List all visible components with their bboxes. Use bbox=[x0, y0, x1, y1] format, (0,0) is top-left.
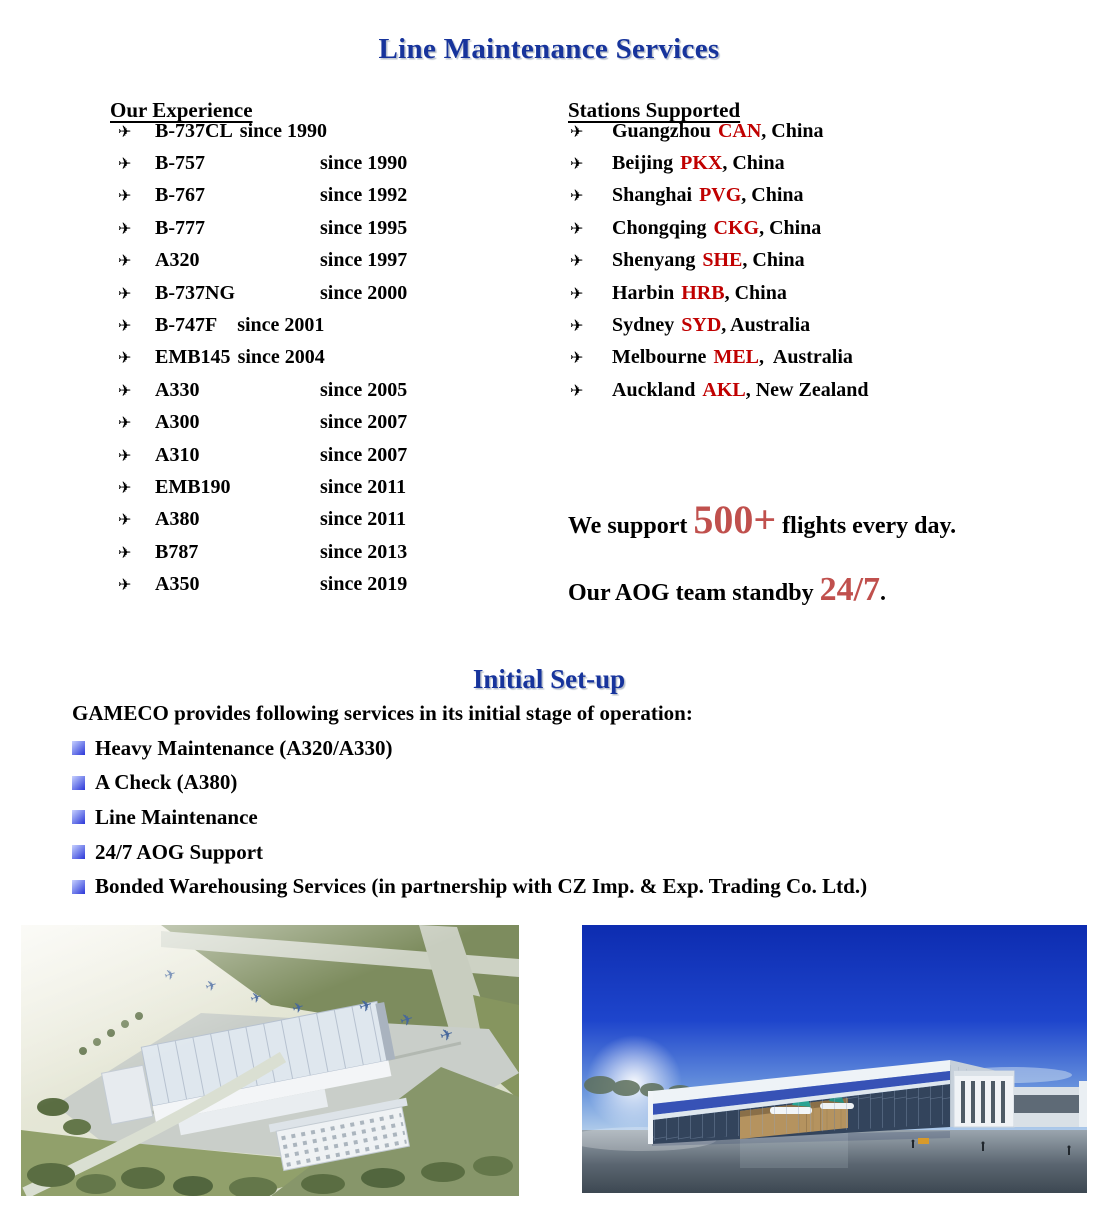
since-year: since 2011 bbox=[320, 508, 407, 531]
aircraft-type: A380 bbox=[155, 508, 200, 531]
station-row bbox=[560, 309, 1090, 341]
since-year: since 2000 bbox=[320, 281, 408, 304]
station-code: AKL bbox=[702, 378, 746, 401]
since-year: since 1995 bbox=[320, 216, 408, 239]
since-year: since 2011 bbox=[320, 475, 407, 498]
experience-row bbox=[110, 115, 560, 147]
airplane-icon: ✈ bbox=[118, 575, 132, 595]
experience-heading: Our Experience bbox=[110, 98, 253, 123]
station-row bbox=[560, 147, 1090, 179]
airplane-icon: ✈ bbox=[570, 283, 584, 303]
station-city: Beijing bbox=[612, 152, 674, 175]
aog-statement bbox=[568, 568, 886, 615]
initial-setup-intro: GAMECO provides following services in its initial stage of operation: bbox=[72, 701, 693, 725]
aog-availability: 24/7 bbox=[819, 571, 881, 608]
station-code: CAN bbox=[717, 119, 762, 142]
experience-row bbox=[110, 407, 560, 439]
square-bullet-icon bbox=[72, 776, 85, 790]
support-prefix: We support bbox=[568, 513, 694, 539]
aerial-campus-photo bbox=[21, 925, 519, 1196]
service-label: Heavy Maintenance (A320/A330) bbox=[95, 735, 393, 760]
aircraft-type: A320 bbox=[155, 249, 200, 272]
airplane-icon: ✈ bbox=[118, 348, 132, 368]
aircraft-type: A330 bbox=[155, 378, 200, 401]
airplane-icon: ✈ bbox=[570, 186, 584, 206]
airplane-icon: ✈ bbox=[570, 121, 584, 141]
hangar-photo bbox=[582, 925, 1087, 1193]
station-country: , China bbox=[761, 119, 824, 142]
aircraft-type: B-777 bbox=[155, 216, 205, 239]
since-year: since 2019 bbox=[320, 573, 408, 596]
airplane-icon: ✈ bbox=[118, 154, 132, 174]
square-bullet-icon bbox=[72, 810, 85, 824]
since-year: since 2004 bbox=[237, 346, 325, 369]
list-item bbox=[72, 766, 867, 801]
airplane-icon: ✈ bbox=[118, 121, 132, 141]
experience-row bbox=[110, 536, 560, 568]
experience-row bbox=[110, 374, 560, 406]
since-year: since 1990 bbox=[320, 152, 408, 175]
list-item bbox=[72, 800, 867, 835]
service-label: Bonded Warehousing Services (in partnership with CZ Imp. & Exp. Trading Co. Ltd.) bbox=[95, 874, 868, 899]
station-city: Sydney bbox=[612, 314, 675, 337]
experience-row bbox=[110, 342, 560, 374]
airplane-icon: ✈ bbox=[118, 316, 132, 336]
airplane-icon: ✈ bbox=[118, 186, 132, 206]
airplane-icon: ✈ bbox=[118, 283, 132, 303]
support-statement bbox=[568, 498, 956, 548]
station-row bbox=[560, 115, 1090, 147]
aircraft-type: B-747F bbox=[155, 314, 218, 337]
station-country: , China bbox=[722, 152, 785, 175]
experience-row bbox=[110, 147, 560, 179]
experience-row bbox=[110, 504, 560, 536]
airplane-icon: ✈ bbox=[570, 316, 584, 336]
square-bullet-icon bbox=[72, 845, 85, 859]
since-year: since 2013 bbox=[320, 540, 408, 563]
station-country: , Australia bbox=[721, 314, 811, 337]
station-city: Shenyang bbox=[612, 249, 696, 272]
since-year: since 1997 bbox=[320, 249, 408, 272]
station-code: SHE bbox=[702, 249, 743, 272]
experience-row bbox=[110, 471, 560, 503]
airplane-icon: ✈ bbox=[118, 413, 132, 433]
station-row bbox=[560, 180, 1090, 212]
experience-row bbox=[110, 309, 560, 341]
airplane-icon: ✈ bbox=[118, 445, 132, 465]
station-row bbox=[560, 277, 1090, 309]
since-year: since 2001 bbox=[237, 314, 325, 337]
experience-row bbox=[110, 277, 560, 309]
experience-row bbox=[110, 212, 560, 244]
experience-row bbox=[110, 245, 560, 277]
airplane-icon: ✈ bbox=[570, 380, 584, 400]
station-code: PKX bbox=[680, 152, 723, 175]
list-item bbox=[72, 731, 867, 766]
flights-count: 500+ bbox=[693, 497, 777, 542]
page-title: Line Maintenance Services bbox=[378, 33, 720, 66]
station-row bbox=[560, 374, 1090, 406]
airplane-icon: ✈ bbox=[118, 477, 132, 497]
initial-setup-heading: Initial Set-up bbox=[472, 664, 626, 695]
service-label: 24/7 AOG Support bbox=[95, 839, 264, 864]
aircraft-type: A310 bbox=[155, 443, 200, 466]
station-row bbox=[560, 342, 1090, 374]
since-year: since 2007 bbox=[320, 411, 408, 434]
aog-prefix: Our AOG team standby bbox=[568, 580, 820, 606]
stations-list bbox=[560, 115, 1090, 407]
station-country: , Australia bbox=[759, 346, 853, 369]
station-country: , China bbox=[759, 216, 822, 239]
since-year: since 2007 bbox=[320, 443, 408, 466]
station-row bbox=[560, 212, 1090, 244]
experience-row bbox=[110, 568, 560, 600]
airplane-icon: ✈ bbox=[118, 510, 132, 530]
station-country: , New Zealand bbox=[745, 378, 869, 401]
station-country: , China bbox=[724, 281, 787, 304]
station-country: , China bbox=[742, 249, 805, 272]
service-label: A Check (A380) bbox=[95, 770, 238, 795]
since-year: since 2005 bbox=[320, 378, 408, 401]
aircraft-type: B-757 bbox=[155, 152, 205, 175]
station-city: Chongqing bbox=[612, 216, 707, 239]
service-label: Line Maintenance bbox=[95, 804, 258, 829]
aircraft-type: A300 bbox=[155, 411, 200, 434]
airplane-icon: ✈ bbox=[570, 348, 584, 368]
aog-suffix: . bbox=[880, 580, 887, 606]
stations-heading: Stations Supported bbox=[568, 98, 741, 123]
station-code: PVG bbox=[699, 184, 742, 207]
since-year: since 1990 bbox=[239, 119, 328, 142]
experience-row bbox=[110, 180, 560, 212]
square-bullet-icon bbox=[72, 880, 85, 894]
initial-setup-list bbox=[72, 731, 867, 904]
square-bullet-icon bbox=[72, 741, 85, 755]
experience-list bbox=[110, 115, 560, 601]
aircraft-type: B-767 bbox=[155, 184, 205, 207]
station-row bbox=[560, 245, 1090, 277]
station-city: Melbourne bbox=[612, 346, 707, 369]
station-code: SYD bbox=[681, 314, 722, 337]
aircraft-type: A350 bbox=[155, 573, 200, 596]
list-item bbox=[72, 835, 867, 870]
station-city: Harbin bbox=[612, 281, 675, 304]
since-year: since 1992 bbox=[320, 184, 408, 207]
support-suffix: flights every day. bbox=[776, 513, 957, 539]
station-city: Guangzhou bbox=[612, 119, 711, 142]
aircraft-type: EMB190 bbox=[155, 475, 231, 498]
airplane-icon: ✈ bbox=[570, 251, 584, 271]
station-country: , China bbox=[741, 184, 804, 207]
station-city: Auckland bbox=[612, 378, 696, 401]
airplane-icon: ✈ bbox=[570, 218, 584, 238]
station-city: Shanghai bbox=[612, 184, 693, 207]
aircraft-type: B787 bbox=[155, 540, 199, 563]
airplane-icon: ✈ bbox=[118, 380, 132, 400]
airplane-icon: ✈ bbox=[570, 154, 584, 174]
station-code: CKG bbox=[713, 216, 760, 239]
aircraft-type: B-737NG bbox=[155, 281, 235, 304]
airplane-icon: ✈ bbox=[118, 542, 132, 562]
airplane-icon: ✈ bbox=[118, 251, 132, 271]
aircraft-type: B-737CL bbox=[155, 119, 233, 142]
station-code: MEL bbox=[713, 346, 759, 369]
aircraft-type: EMB145 bbox=[155, 346, 231, 369]
list-item bbox=[72, 869, 867, 904]
experience-row bbox=[110, 439, 560, 471]
station-code: HRB bbox=[681, 281, 725, 304]
airplane-icon: ✈ bbox=[118, 218, 132, 238]
